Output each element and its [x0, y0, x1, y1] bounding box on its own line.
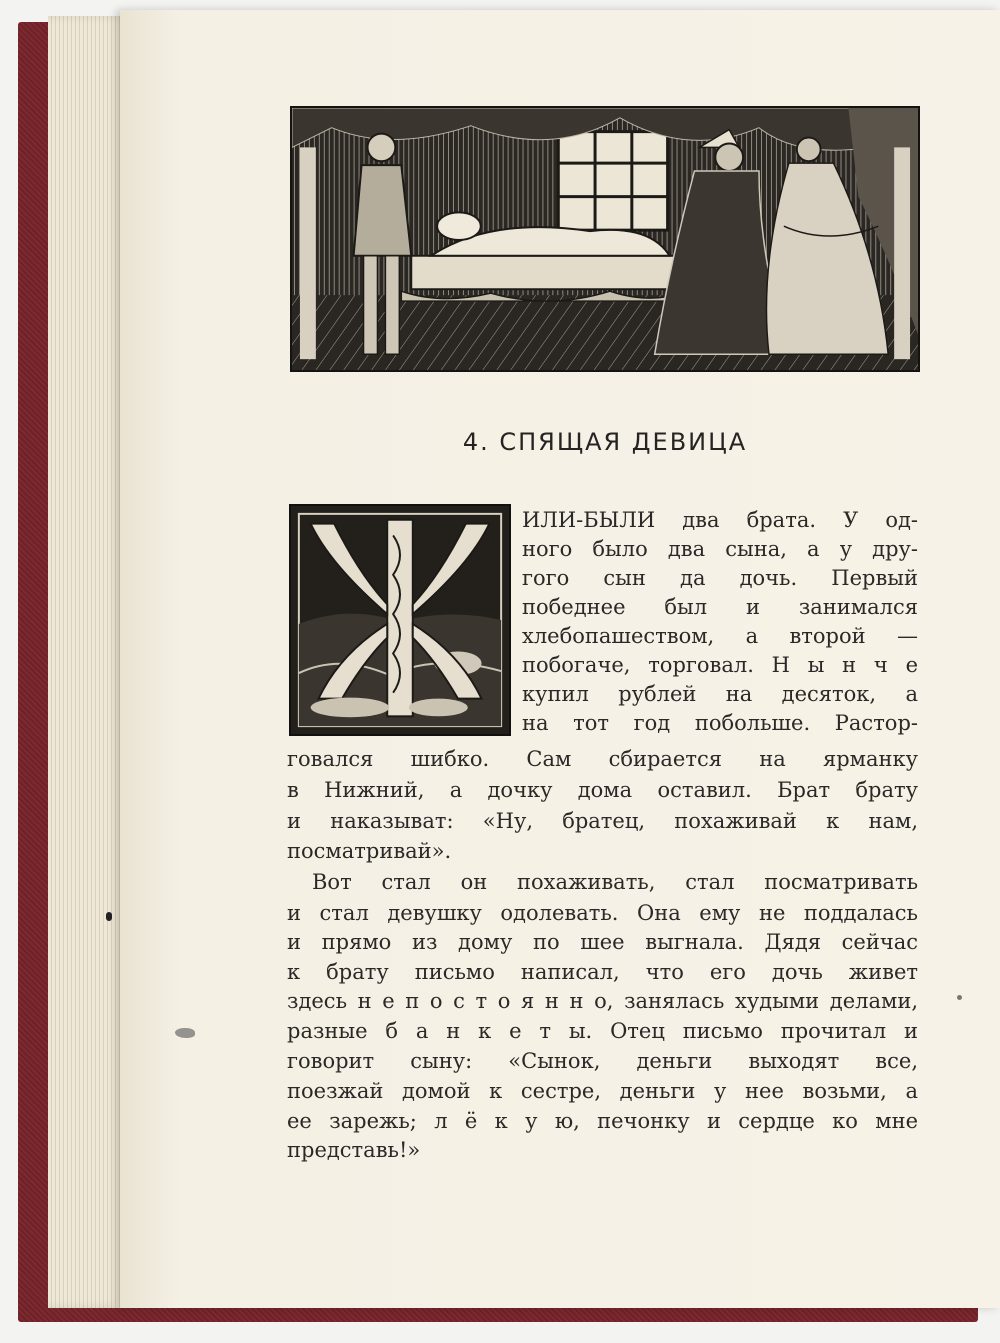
chapter-title: 4. СПЯЩАЯ ДЕВИЦА: [462, 428, 748, 456]
bedroom-scene-image: [292, 108, 918, 370]
text-line: победнее был и занимался: [522, 595, 918, 619]
text-line: ее зарежь; л ё к у ю, печонку и сердце ко мне: [287, 1109, 918, 1133]
drop-cap-initial: [289, 504, 511, 736]
gutter-mark: [106, 912, 112, 921]
text-line: и стал девушку одолевать. Она ему не поддалась: [287, 901, 918, 925]
text-line: хлебопашеством, а второй —: [522, 624, 918, 648]
text-line: посматривай».: [287, 839, 452, 863]
text-line: гого сын да дочь. Первый: [522, 566, 918, 590]
text-line: ИЛИ-БЫЛИ два брата. У од-: [522, 508, 918, 532]
text-line: говался шибко. Сам сбирается на ярманку: [287, 747, 918, 771]
text-line: говорит сыну: «Сынок, деньги выходят все,: [287, 1049, 918, 1073]
ornamental-initial-image: [291, 506, 509, 734]
text-line: побогаче, торговал. Н ы н ч е: [522, 653, 918, 677]
paragraph-first-line: Вот стал он похаживать, стал посматривать: [312, 870, 918, 894]
text-line: и наказыват: «Ну, братец, похаживай к нам,: [287, 809, 918, 833]
text-line: ного было два сына, а у дру-: [522, 537, 918, 561]
woodcut-illustration: [290, 106, 920, 372]
text-line: и прямо из дому по шее выгнала. Дядя сейчас: [287, 930, 918, 954]
text-line: поезжай домой к сестре, деньги у нее возьми, а: [287, 1079, 918, 1103]
text-line: купил рублей на десяток, а: [522, 682, 918, 706]
paper-stain: [175, 1028, 195, 1038]
text-line: здесь н е п о с т о я н н о, занялась худыми делами,: [287, 989, 918, 1013]
text-line: к брату письмо написал, что его дочь живет: [287, 960, 918, 984]
text-line: на тот год побольше. Растор-: [522, 711, 918, 735]
text-line: в Нижний, а дочку дома оставил. Брат брату: [287, 778, 918, 802]
text-line: представь!»: [287, 1138, 421, 1162]
ink-speck: [957, 995, 962, 1000]
text-line: разные б а н к е т ы. Отец письмо прочитал и: [287, 1019, 918, 1043]
